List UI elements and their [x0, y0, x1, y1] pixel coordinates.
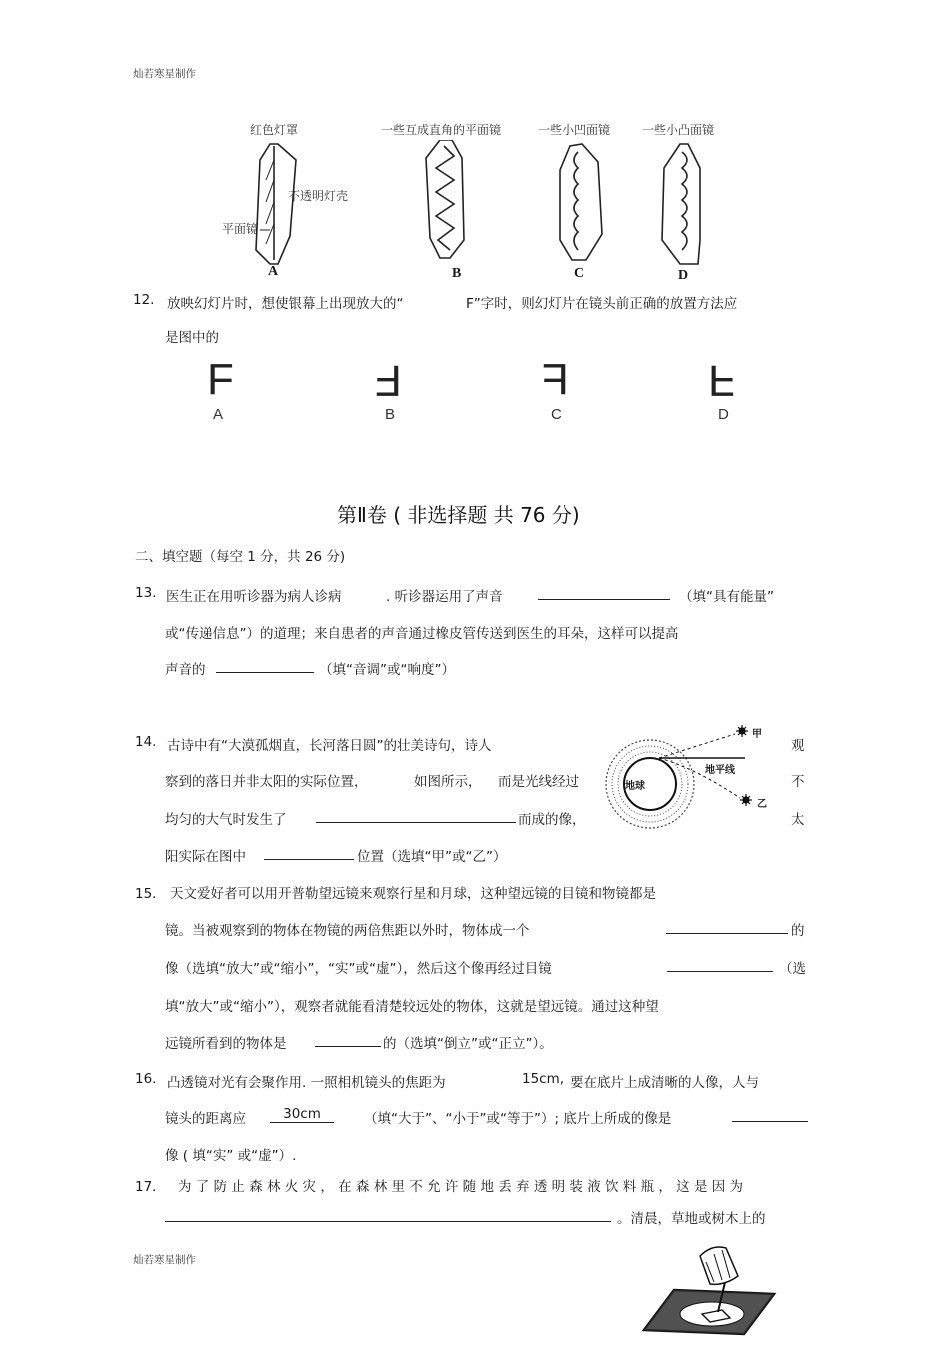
q15-line4: 填“放大”或“缩小”），观察者就能看清楚较远处的物体，这就是望远镜。通过这种望 — [165, 999, 659, 1015]
q15-line3a: 像（选填“放大”或“缩小”，“实”或“虚”），然后这个像再经过目镜 — [165, 961, 552, 977]
q17-line1: 为 了 防 止 森 林 火 灾 ， 在 森 林 里 不 允 许 随 地 丢 弃 透 明 装 液 饮 料 瓶 ， 这 是 因 为 — [178, 1179, 744, 1195]
q14-line3a: 均匀的大气时发生了 — [165, 812, 287, 828]
lamp-option-d: D — [678, 268, 689, 283]
q13-line1c: （填“具有能量” — [679, 589, 774, 605]
q12-option-d: D — [718, 406, 729, 423]
q13-number: 13. — [135, 585, 157, 601]
horizon-label: 地平线 — [705, 765, 735, 776]
q12-glyph-a: F — [207, 355, 234, 404]
q14-line1b: 观 — [791, 738, 805, 754]
q13-blank2[interactable] — [216, 658, 314, 673]
q15-line1: 天文爱好者可以用开普勒望远镜来观察行星和月球，这种望远镜的目镜和物镜都是 — [170, 886, 656, 902]
q12-line2: 是图中的 — [165, 330, 219, 346]
lamp-d-shape — [662, 144, 700, 264]
q12-number: 12. — [133, 292, 155, 308]
q12-glyph-d: F — [708, 356, 735, 405]
q16-line2b: 30cm — [270, 1107, 334, 1123]
q12-glyph-b: F — [375, 356, 402, 405]
q12-figure-a — [207, 355, 234, 404]
q16-blank2[interactable] — [732, 1107, 808, 1122]
q14-line4b: 位置（选填“甲”或“乙”） — [357, 849, 507, 865]
q17-number: 17． — [135, 1179, 166, 1195]
jia-label: 甲 — [752, 729, 762, 740]
q14-number: 14. — [135, 734, 157, 750]
q16-line1c: 要在底片上成清晰的人像，人与 — [570, 1075, 759, 1091]
q12-glyph-c: F — [542, 355, 569, 404]
label-red-cover: 红色灯罩 — [250, 123, 299, 137]
label-opaque-shell: 不透明灯壳 — [288, 189, 349, 203]
label-plane-mirror: 平面镜 — [222, 222, 259, 236]
q14-line2c: 而是光线经过 — [498, 774, 579, 790]
section-subtitle: 二、填空题（每空 1 分，共 26 分) — [135, 549, 346, 565]
lamp-option-a: A — [268, 264, 279, 279]
earth-label: 地球 — [625, 781, 645, 792]
lamp-option-b: B — [452, 266, 462, 281]
lamp-c-shape — [560, 144, 602, 260]
q14-blank1[interactable] — [316, 808, 516, 823]
q16-number: 16. — [135, 1071, 157, 1087]
label-concave-mirrors: 一些小凹面镜 — [538, 123, 611, 137]
q12-figure-b — [375, 356, 402, 405]
q15-blank3[interactable] — [315, 1032, 381, 1047]
page-footer: 灿若寒星制作 — [133, 1254, 196, 1266]
label-perpendicular-mirrors: 一些互成直角的平面镜 — [381, 123, 502, 137]
q14-line2a: 察到的落日并非太阳的实际位置， — [165, 774, 368, 790]
q14-line2b: 如图所示， — [414, 774, 482, 790]
q15-line2a: 镜。当被观察到的物体在物镜的两倍焦距以外时，物体成一个 — [165, 923, 530, 939]
q13-line1a: 医生正在用听诊器为病人诊病 — [166, 589, 342, 605]
sun-yi-icon — [740, 794, 752, 806]
q12-option-a: A — [213, 406, 224, 423]
q12-line1a: 放映幻灯片时，想使银幕上出现放大的“ — [167, 296, 404, 312]
lamp-option-c: C — [574, 266, 585, 281]
q13-line3b: （填“音调”或“响度”） — [319, 662, 455, 678]
q13-line1b: . 听诊器运用了声音 — [386, 589, 503, 605]
q12-figure-d — [708, 356, 735, 405]
q14-line4a: 阳实际在图中 — [165, 849, 246, 865]
q16-line1a: 凸透镜对光有会聚作用. 一照相机镜头的焦距为 — [167, 1075, 446, 1091]
q16-line1b: 15cm, — [522, 1071, 565, 1087]
q16-line3: 像 ( 填“实” 或“虚”）. — [165, 1148, 297, 1164]
yi-label: 乙 — [757, 799, 767, 810]
lamp-mirror-diagram — [230, 140, 750, 270]
q14-blank2[interactable] — [264, 845, 354, 860]
q16-line2c: （填“大于”、“小于”或“等于”）; 底片上所成的像是 — [364, 1111, 672, 1127]
ray-to-jia — [659, 734, 735, 758]
lamp-b-shape — [426, 140, 464, 258]
q13-line3a: 声音的 — [165, 662, 206, 678]
q12-figure-c — [542, 355, 569, 404]
lamp-a-shape — [256, 144, 296, 264]
atmosphere-diagram — [595, 718, 775, 838]
sun-jia-icon — [736, 725, 748, 737]
q13-line2: 或“传递信息”）的道理；来自患者的声音通过橡皮管传送到医生的耳朵，这样可以提高 — [165, 626, 679, 642]
label-convex-mirrors: 一些小凸面镜 — [642, 123, 715, 137]
desk-lamp-icon — [640, 1238, 780, 1338]
q15-line3b: （选 — [779, 961, 806, 977]
q12-option-b: B — [385, 406, 396, 423]
q15-blank2[interactable] — [667, 957, 773, 972]
q14-line2d: 不 — [791, 774, 805, 790]
q15-line5a: 远镜所看到的物体是 — [165, 1036, 287, 1052]
q12-line1b: F”字时，则幻灯片在镜头前正确的放置方法应 — [466, 296, 738, 312]
q15-number: 15． — [135, 886, 166, 902]
q12-option-c: C — [551, 406, 562, 423]
q15-line2b: 的 — [791, 923, 805, 939]
q17-blank1[interactable] — [165, 1207, 611, 1222]
q17-line2: 。清晨，草地或树木上的 — [617, 1211, 766, 1227]
q14-line3c: 太 — [791, 812, 805, 828]
q15-line5b: 的（选填“倒立”或“正立”）。 — [383, 1036, 553, 1052]
q14-line3b: 而成的像， — [518, 812, 586, 828]
q16-line2a: 镜头的距离应 — [165, 1111, 246, 1127]
q14-line1a: 古诗中有“大漠孤烟直，长河落日圆”的壮美诗句，诗人 — [167, 738, 492, 754]
q13-blank1[interactable] — [538, 585, 670, 600]
page-header: 灿若寒星制作 — [133, 68, 196, 80]
section-title: 第Ⅱ卷 ( 非选择题 共 76 分) — [337, 503, 580, 527]
q15-blank1[interactable] — [666, 919, 788, 934]
